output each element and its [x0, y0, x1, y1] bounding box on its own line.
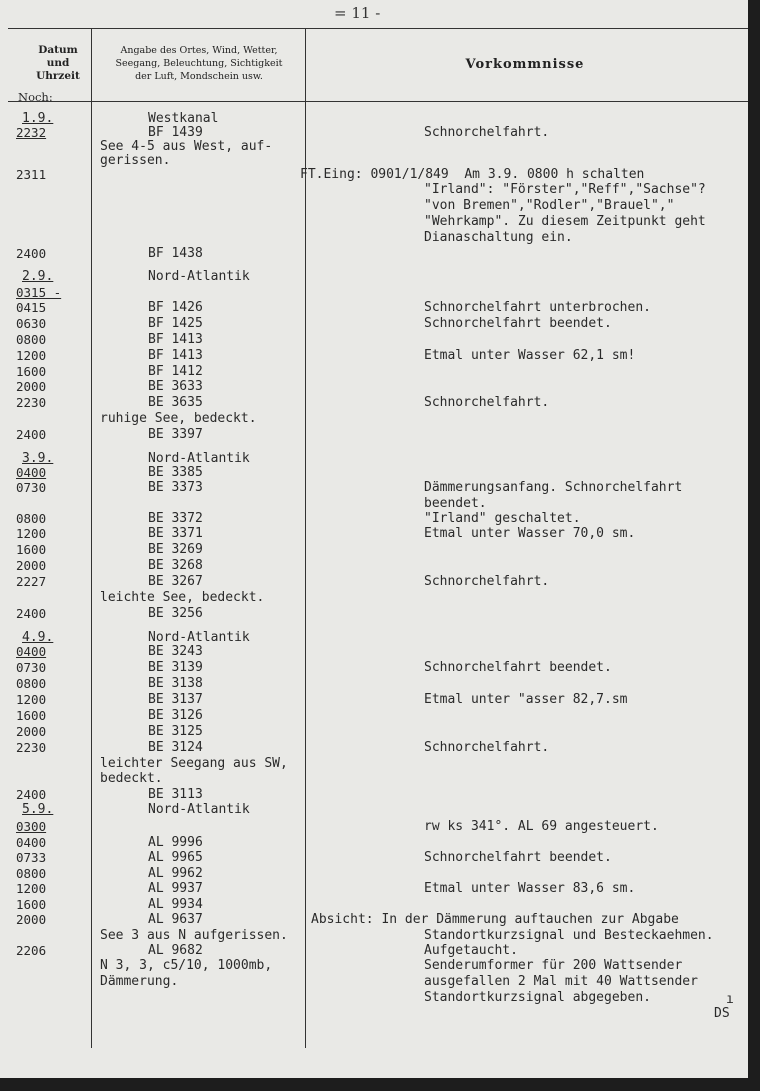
column-rule-1 — [91, 28, 92, 1048]
time-cell: 2400 — [16, 427, 47, 442]
location-cell: AL 9637 — [148, 912, 203, 927]
time-cell: 0300 — [16, 819, 47, 834]
time-cell: 1600 — [16, 542, 47, 557]
event-cell: Schnorchelfahrt. — [424, 395, 550, 410]
location-cell: BE 3137 — [148, 692, 203, 707]
margin-check-mark: ı — [726, 992, 734, 1007]
time-cell: 0400 — [16, 465, 47, 480]
time-cell: 1200 — [16, 692, 47, 707]
header-top-rule — [8, 28, 748, 29]
location-cell: BE 3371 — [148, 526, 203, 541]
header-date-line: Uhrzeit — [36, 70, 80, 82]
event-cell: "Wehrkamp". Zu diesem Zeitpunkt geht — [424, 214, 706, 229]
time-cell: 0415 — [16, 300, 47, 315]
location-cell: leichter Seegang aus SW, — [100, 756, 288, 771]
location-cell: AL 9962 — [148, 866, 203, 881]
event-cell: FT.Eing: 0901/1/849 Am 3.9. 0800 h schalten — [300, 167, 645, 182]
event-cell: Absicht: In der Dämmerung auftauchen zur Abgabe — [311, 912, 679, 927]
time-cell: 0400 — [16, 835, 47, 850]
time-cell: 1600 — [16, 897, 47, 912]
time-cell: 1600 — [16, 708, 47, 723]
header-date-line: und — [46, 57, 70, 69]
time-cell: 1600 — [16, 364, 47, 379]
location-cell: BE 3139 — [148, 660, 203, 675]
time-cell: 1200 — [16, 348, 47, 363]
location-cell: BE 3633 — [148, 379, 203, 394]
event-cell: "Irland" geschaltet. — [424, 511, 581, 526]
location-cell: Dämmerung. — [100, 974, 179, 989]
location-cell: AL 9934 — [148, 897, 203, 912]
time-cell: 2000 — [16, 558, 47, 573]
event-cell: Schnorchelfahrt. — [424, 574, 550, 589]
event-cell: Etmal unter Wasser 70,0 sm. — [424, 526, 636, 541]
location-cell: BE 3124 — [148, 740, 203, 755]
event-cell: Standortkurzsignal abgegeben. — [424, 990, 651, 1005]
location-cell: AL 9996 — [148, 835, 203, 850]
event-cell: Standortkurzsignal und Besteckaehmen. — [424, 928, 714, 943]
time-cell: 0800 — [16, 332, 47, 347]
location-cell: Westkanal — [148, 111, 219, 126]
location-cell: See 4-5 aus West, auf- — [100, 139, 273, 154]
time-cell: 1200 — [16, 881, 47, 896]
time-cell: 0730 — [16, 660, 47, 675]
time-cell: 2232 — [16, 125, 47, 140]
time-cell: 0630 — [16, 316, 47, 331]
time-cell: 2227 — [16, 574, 47, 589]
event-cell: "Irland": "Förster","Reff","Sachse"? — [424, 182, 706, 197]
noch-label: Noch: — [18, 90, 53, 104]
event-cell: beendet. — [424, 496, 487, 511]
location-cell: AL 9965 — [148, 850, 203, 865]
event-cell: rw ks 341°. AL 69 angesteuert. — [424, 819, 659, 834]
location-cell: BF 1425 — [148, 316, 203, 331]
location-cell: ruhige See, bedeckt. — [100, 411, 257, 426]
event-cell: ausgefallen 2 Mal mit 40 Wattsender — [424, 974, 698, 989]
time-cell: 2400 — [16, 606, 47, 621]
location-cell: BE 3256 — [148, 606, 203, 621]
initials: DS — [714, 1006, 730, 1021]
time-cell: 0730 — [16, 480, 47, 495]
location-cell: BE 3113 — [148, 787, 203, 802]
scan-edge-bottom — [0, 1078, 760, 1091]
event-cell: Etmal unter Wasser 62,1 sm! — [424, 348, 636, 363]
location-cell: See 3 aus N aufgerissen. — [100, 928, 288, 943]
location-cell: AL 9682 — [148, 943, 203, 958]
time-cell: 0400 — [16, 644, 47, 659]
location-cell: bedeckt. — [100, 771, 163, 786]
location-cell: BF 1438 — [148, 246, 203, 261]
location-cell: BE 3385 — [148, 465, 203, 480]
time-cell: 0800 — [16, 511, 47, 526]
location-cell: BE 3126 — [148, 708, 203, 723]
time-cell: 0800 — [16, 676, 47, 691]
header-bottom-rule — [8, 101, 748, 102]
header-events: Vorkommnisse — [465, 57, 585, 72]
location-cell: BF 1426 — [148, 300, 203, 315]
time-cell: 2000 — [16, 912, 47, 927]
page-number: = 11 - — [334, 4, 381, 22]
location-cell: BE 3269 — [148, 542, 203, 557]
time-cell: 0800 — [16, 866, 47, 881]
location-cell: Nord-Atlantik — [148, 269, 250, 284]
header-date — [32, 44, 84, 83]
location-cell: BF 1413 — [148, 348, 203, 363]
event-cell: Schnorchelfahrt beendet. — [424, 660, 612, 675]
header-date-line: Datum — [38, 44, 78, 56]
time-cell: 2311 — [16, 167, 47, 182]
event-cell: Aufgetaucht. — [424, 943, 518, 958]
event-cell: Dianaschaltung ein. — [424, 230, 573, 245]
date-heading: 2.9. — [22, 269, 54, 284]
event-cell: Schnorchelfahrt beendet. — [424, 850, 612, 865]
event-cell: Senderumformer für 200 Wattsender — [424, 958, 683, 973]
location-cell: BF 1412 — [148, 364, 203, 379]
event-cell: Dämmerungsanfang. Schnorchelfahrt — [424, 480, 683, 495]
location-cell: BE 3372 — [148, 511, 203, 526]
time-cell: 2000 — [16, 724, 47, 739]
location-cell: N 3, 3, c5/10, 1000mb, — [100, 958, 273, 973]
location-cell: gerissen. — [100, 153, 171, 168]
scan-edge-right — [748, 0, 760, 1091]
time-cell: 2400 — [16, 246, 47, 261]
event-cell: Schnorchelfahrt beendet. — [424, 316, 612, 331]
header-location-line: der Luft, Mondschein usw. — [135, 71, 263, 82]
time-cell: 2400 — [16, 787, 47, 802]
header-location-line: Seegang, Beleuchtung, Sichtigkeit — [115, 58, 283, 69]
location-cell: BE 3125 — [148, 724, 203, 739]
time-cell: 0733 — [16, 850, 47, 865]
location-cell: BE 3138 — [148, 676, 203, 691]
event-cell: Schnorchelfahrt. — [424, 740, 550, 755]
location-cell: BE 3243 — [148, 644, 203, 659]
time-cell: 2000 — [16, 379, 47, 394]
time-cell: 2230 — [16, 395, 47, 410]
location-cell: BE 3268 — [148, 558, 203, 573]
header-location — [94, 44, 304, 83]
date-heading: 4.9. — [22, 630, 54, 645]
event-cell: "von Bremen","Rodler","Brauel"," — [424, 198, 675, 213]
location-cell: AL 9937 — [148, 881, 203, 896]
time-cell: 2230 — [16, 740, 47, 755]
time-cell: 1200 — [16, 526, 47, 541]
time-cell: 0315 - — [16, 285, 62, 300]
date-heading: 3.9. — [22, 451, 54, 466]
event-cell: Etmal unter "asser 82,7.sm — [424, 692, 628, 707]
location-cell: Nord-Atlantik — [148, 802, 250, 817]
location-cell: BF 1439 — [148, 125, 203, 140]
location-cell: BE 3397 — [148, 427, 203, 442]
event-cell: Schnorchelfahrt. — [424, 125, 550, 140]
time-cell: 2206 — [16, 943, 47, 958]
event-cell: Etmal unter Wasser 83,6 sm. — [424, 881, 636, 896]
location-cell: BE 3635 — [148, 395, 203, 410]
location-cell: BE 3373 — [148, 480, 203, 495]
location-cell: Nord-Atlantik — [148, 451, 250, 466]
date-heading: 5.9. — [22, 802, 54, 817]
header-location-line: Angabe des Ortes, Wind, Wetter, — [120, 45, 278, 56]
event-cell: Schnorchelfahrt unterbrochen. — [424, 300, 651, 315]
date-heading: 1.9. — [22, 111, 54, 126]
location-cell: Nord-Atlantik — [148, 630, 250, 645]
location-cell: leichte See, bedeckt. — [100, 590, 265, 605]
location-cell: BE 3267 — [148, 574, 203, 589]
location-cell: BF 1413 — [148, 332, 203, 347]
